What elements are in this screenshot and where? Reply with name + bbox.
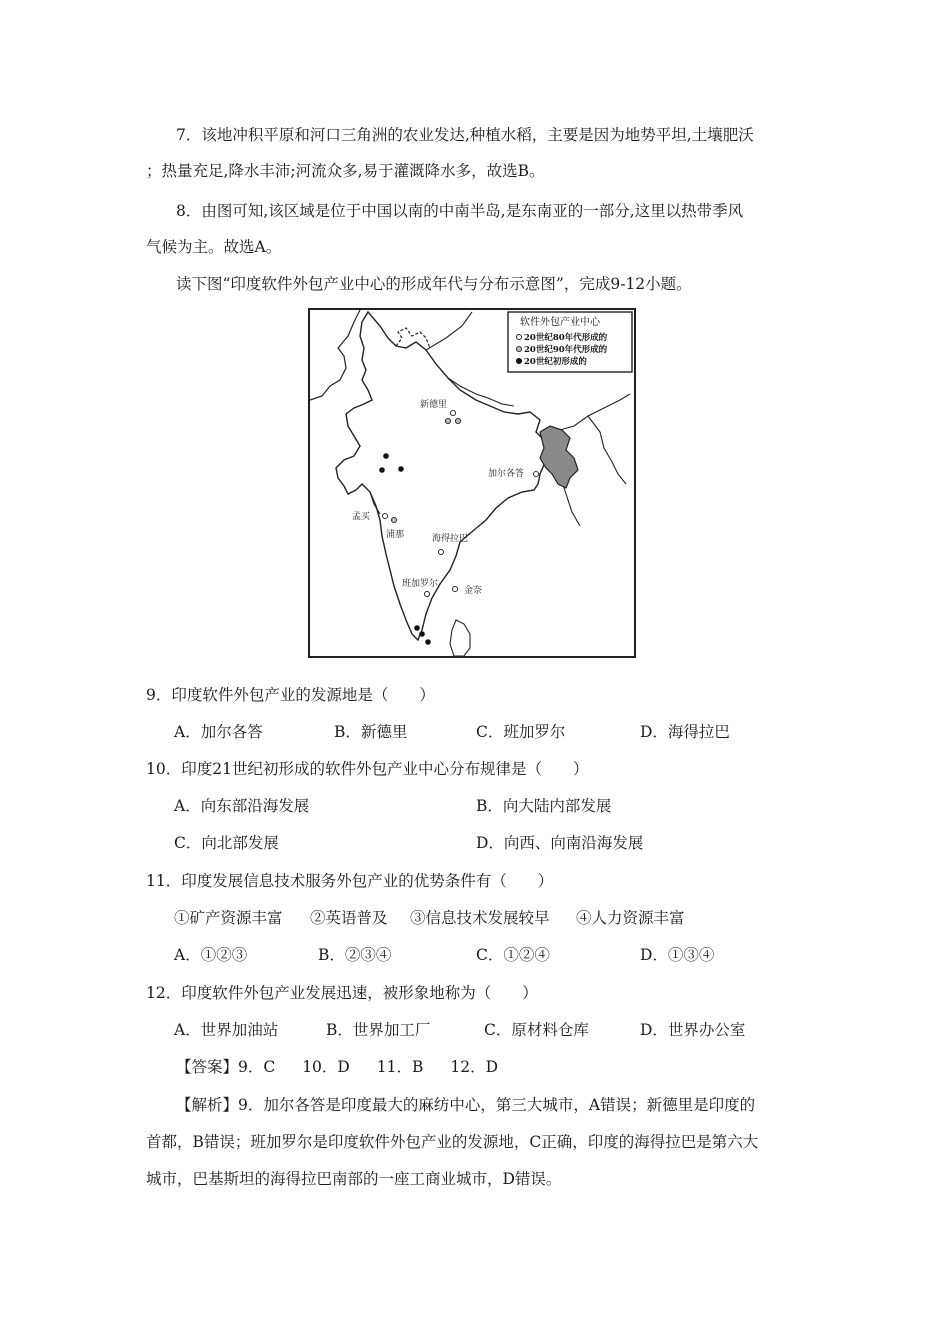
kolkata-label: 加尔各答 (488, 469, 525, 479)
legend-title: 软件外包产业中心 (520, 317, 600, 328)
analysis-text-1: 9．加尔各答是印度最大的麻纺中心，第三大城市，A错误；新德里是印度的 (238, 1096, 756, 1114)
answer-9: 9．C (238, 1058, 276, 1076)
hyderabad-marker (438, 549, 443, 554)
answer-7-line-1: 7．该地冲积平原和河口三角洲的农业发达,种植水稻，主要是因为地势平坦,土壤肥沃 (176, 126, 754, 144)
hyderabad-label: 海得拉巴 (432, 534, 469, 544)
india-map (308, 308, 636, 658)
legend-21c-label: 20世纪初形成的 (524, 357, 587, 367)
q9-option-b: B．新德里 (334, 723, 408, 741)
bangalore-label: 班加罗尔 (402, 579, 439, 589)
q9-option-c: C．班加罗尔 (476, 723, 566, 741)
q11-condition-2: ②英语普及 (310, 909, 388, 927)
legend-80s-label: 20世纪80年代形成的 (524, 333, 608, 343)
q9-option-d: D．海得拉巴 (640, 723, 730, 741)
delhi-marker-80s (450, 410, 455, 415)
q12-option-b: B．世界加工厂 (326, 1021, 431, 1039)
q10-option-c: C．向北部发展 (174, 834, 279, 852)
q10-option-d: D．向西、向南沿海发展 (476, 834, 644, 852)
kerala-marker-21c-c (425, 639, 431, 645)
question-10-stem: 10．印度21世纪初形成的软件外包产业中心分布规律是（ ） (146, 760, 589, 778)
q11-condition-1: ①矿产资源丰富 (174, 909, 283, 927)
pune-marker (391, 517, 396, 522)
question-9-stem: 9．印度软件外包产业的发源地是（ ） (146, 686, 435, 704)
legend-21c-marker (516, 358, 521, 363)
map-intro: 读下图“印度软件外包产业中心的形成年代与分布示意图”，完成9-12小题。 (176, 275, 692, 293)
q11-option-c: C．①②④ (476, 946, 550, 964)
q12-option-d: D．世界办公室 (640, 1021, 746, 1039)
answer-8-line-1: 8．由图可知,该区域是位于中国以南的中南半岛,是东南亚的一部分,这里以热带季风 (176, 202, 744, 220)
question-12-stem: 12．印度软件外包产业发展迅速，被形象地称为（ ） (146, 984, 538, 1002)
chennai-marker (452, 586, 457, 591)
q11-condition-3: ③信息技术发展较早 (410, 909, 550, 927)
india-map-figure (308, 308, 636, 658)
q11-option-d: D．①③④ (640, 946, 715, 964)
delhi-label: 新德里 (420, 400, 448, 410)
bangalore-marker (424, 591, 429, 596)
answer-8-line-2: 气候为主。故选A。 (146, 238, 282, 256)
q10-option-b: B．向大陆内部发展 (476, 797, 612, 815)
chennai-label: 金奈 (464, 586, 483, 596)
map-legend (508, 312, 632, 372)
mumbai-label: 孟买 (352, 512, 371, 522)
legend-80s-marker (516, 334, 521, 339)
q11-option-b: B．②③④ (318, 946, 392, 964)
q9-option-a: A．加尔各答 (174, 723, 263, 741)
pune-label: 浦那 (386, 530, 405, 540)
q11-condition-4: ④人力资源丰富 (576, 909, 685, 927)
answer-line (176, 1056, 498, 1078)
q11-option-a: A．①②③ (174, 946, 248, 964)
gujarat-marker-21c-c (398, 466, 404, 472)
q10-option-a: A．向东部沿海发展 (174, 797, 310, 815)
mumbai-marker (382, 513, 387, 518)
gujarat-marker-21c-a (383, 453, 389, 459)
answer-11: 11．B (376, 1058, 424, 1076)
answer-12: 12．D (450, 1058, 498, 1076)
gujarat-marker-21c-b (379, 467, 385, 473)
q12-option-c: C．原材料仓库 (484, 1021, 589, 1039)
analysis-line-1 (176, 1094, 755, 1116)
analysis-line-2: 首都，B错误；班加罗尔是印度软件外包产业的发源地，C正确，印度的海得拉巴是第六大 (146, 1133, 759, 1151)
answer-7-line-2: ；热量充足,降水丰沛;河流众多,易于灌溉降水多，故选B。 (146, 162, 545, 180)
kolkata-marker (533, 471, 538, 476)
legend-90s-marker (516, 346, 521, 351)
delhi-marker-90s-a (445, 418, 450, 423)
q12-option-a: A．世界加油站 (174, 1021, 279, 1039)
kerala-marker-21c-a (414, 625, 420, 631)
legend-90s-label: 20世纪90年代形成的 (524, 345, 608, 355)
answer-10: 10．D (302, 1058, 350, 1076)
kerala-marker-21c-b (419, 631, 425, 637)
analysis-line-3: 城市，巴基斯坦的海得拉巴南部的一座工商业城市，D错误。 (146, 1170, 562, 1188)
analysis-label: 【解析】 (176, 1096, 239, 1114)
answer-label: 【答案】 (176, 1058, 239, 1076)
question-11-stem: 11．印度发展信息技术服务外包产业的优势条件有（ ） (146, 872, 554, 890)
delhi-marker-90s-b (455, 418, 460, 423)
